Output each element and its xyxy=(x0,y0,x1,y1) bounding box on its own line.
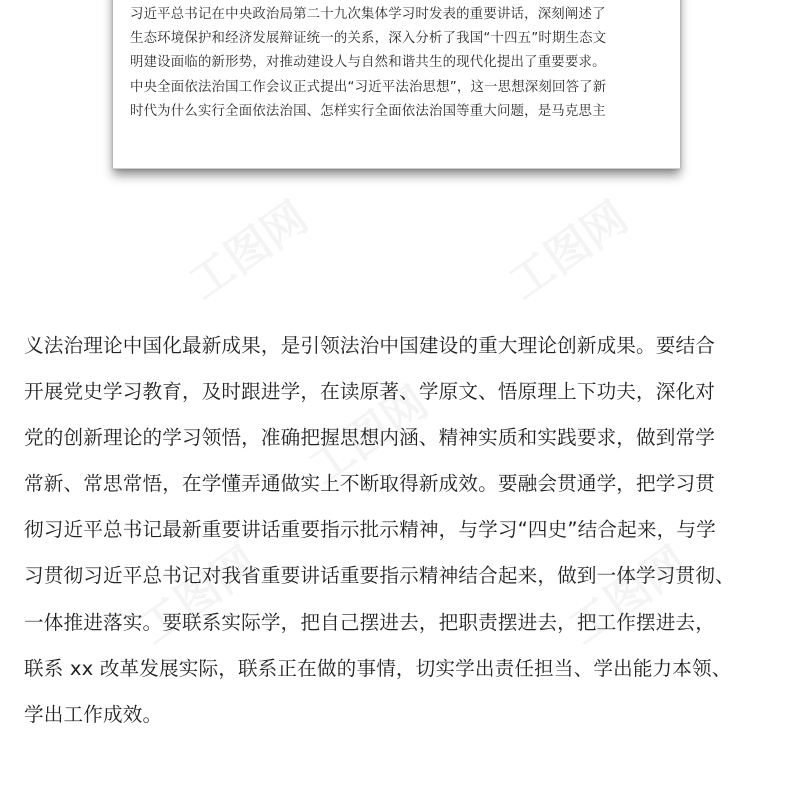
watermark: 工图网 xyxy=(129,536,268,655)
body-line: 联系 xx 改革发展实际，联系正在做的事情，切实学出责任担当、学出能力本领、 xyxy=(24,656,732,680)
document-preview-card xyxy=(113,0,680,169)
preview-line: 明建设面临的新形势，对推动建设人与自然和谐共生的现代化提出了重要要求。 xyxy=(130,55,606,71)
preview-text xyxy=(130,3,672,124)
body-line: 常新、常思常悟，在学懂弄通做实上不断取得新成效。要融会贯通学，把学习贯 xyxy=(24,472,716,496)
preview-line: 生态环境保护和经济发展辩证统一的关系，深入分析了我国“十四五”时期生态文 xyxy=(130,31,607,47)
body-line: 彻习近平总书记最新重要讲话重要指示批示精神，与学习“四史”结合起来，与学 xyxy=(24,518,716,542)
watermark: 工图网 xyxy=(559,536,698,655)
body-line: 学出工作成效。 xyxy=(24,702,163,726)
body-line: 习贯彻习近平总书记对我省重要讲话重要指示精神结合起来，做到一体学习贯彻、 xyxy=(24,564,735,588)
body-line: 义法治理论中国化最新成果，是引领法治中国建设的重大理论创新成果。要结合 xyxy=(24,334,716,357)
body-line: 党的创新理论的学习领悟，准确把握思想内涵、精神实质和实践要求，做到常学 xyxy=(24,426,716,450)
body-line: 一体推进落实。要联系实际学，把自己摆进去，把职责摆进去，把工作摆进去， xyxy=(24,610,716,634)
preview-line: 中央全面依法治国工作会议正式提出“习近平法治思想”，这一思想深刻回答了新 xyxy=(130,79,607,95)
watermark: 工图网 xyxy=(299,376,438,495)
watermark: 工图网 xyxy=(179,191,318,310)
watermark: 工图网 xyxy=(499,191,638,310)
body-line: 开展党史学习教育，及时跟进学，在读原著、学原文、悟原理上下功夫，深化对 xyxy=(24,380,716,404)
preview-line: 习近平总书记在中央政治局第二十九次集体学习时发表的重要讲话，深刻阐述了 xyxy=(130,7,606,22)
preview-line: 时代为什么实行全面依法治国、怎样实行全面依法治国等重大问题，是马克思主 xyxy=(130,103,606,119)
body-paragraph xyxy=(24,323,794,738)
